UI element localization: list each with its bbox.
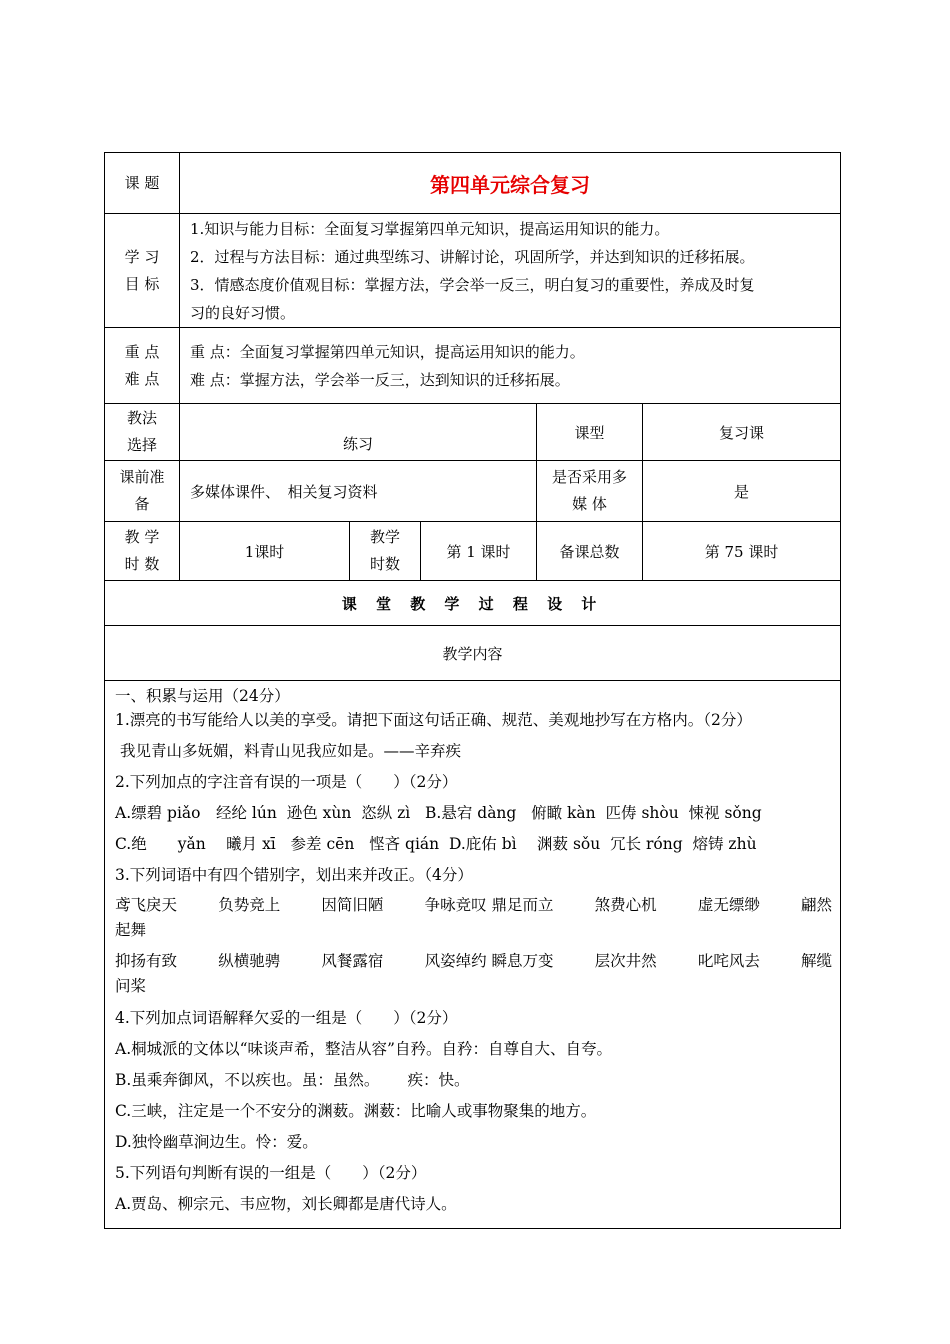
- word-item: 虚无缥缈: [697, 896, 760, 914]
- key-points-row: [105, 328, 841, 404]
- total-lessons-value: 第 75 课时: [643, 522, 841, 581]
- question-3: 3.下列词语中有四个错别字，划出来并改正。（4分）: [115, 866, 473, 884]
- question-5: 5.下列语句判断有误的一组是（ ）（2分）: [115, 1164, 427, 1182]
- word-item: 抑扬有致: [115, 952, 178, 970]
- lesson-plan-table: [104, 152, 841, 1229]
- media-value: 是: [643, 461, 841, 522]
- word-item: 风姿绰约 瞬息万变: [424, 952, 554, 970]
- question-4-option-a: A.桐城派的文体以“味谈声希，整洁从容”自矜。自矜：自尊自大、自夸。: [115, 1040, 612, 1058]
- hours2-label: 教学 时数: [350, 522, 421, 581]
- question-5-option-a: A.贾岛、柳宗元、韦应物，刘长卿都是唐代诗人。: [115, 1195, 457, 1213]
- question-4-option-d: D.独怜幽草涧边生。怜：爱。: [115, 1133, 318, 1151]
- section-title: 一、积累与运用（24分）: [115, 687, 290, 705]
- question-2-options-ab: A.缥碧 piǎo 经纶 lún 逊色 xùn 恣纵 zì B.悬宕 dàng 俯瞰 kàn 匹俦 shòu 悚视 sǒng: [115, 804, 762, 822]
- word-item: 煞费心机: [594, 896, 657, 914]
- topic-row: [105, 153, 841, 214]
- word-wrap: 问桨: [115, 977, 147, 995]
- lesson-title: 第四单元综合复习: [180, 153, 841, 214]
- difficult-point: 难 点：掌握方法，学会举一反三，达到知识的迁移拓展。: [190, 370, 570, 389]
- total-lessons-label: 备课总数: [537, 522, 643, 581]
- process-heading-row: [105, 581, 841, 626]
- content-cell: [105, 681, 841, 1229]
- goal-item: 3．情感态度价值观目标：掌握方法，学会举一反三，明白复习的重要性，养成及时复: [190, 275, 755, 294]
- media-label: 是否采用多 媒 体: [537, 461, 643, 522]
- question-4-option-c: C.三峡，注定是一个不安分的渊薮。渊薮：比喻人或事物聚集的地方。: [115, 1102, 597, 1120]
- word-item: 因简旧陋: [321, 896, 384, 914]
- word-item: 鸢飞戾天: [115, 896, 178, 914]
- goals-label: 学 习 目 标: [105, 214, 180, 328]
- question-1: 1.漂亮的书写能给人以美的享受。请把下面这句话正确、规范、美观地抄写在方格内。（2分）: [115, 711, 752, 729]
- method-value: 练习: [180, 404, 537, 461]
- method-row: [105, 404, 841, 461]
- content-row: [105, 681, 841, 1229]
- hours-row: [105, 522, 841, 581]
- hours-value: 1课时: [180, 522, 350, 581]
- method-label: 教法 选择: [105, 404, 180, 461]
- word-item: 纵横驰骋: [218, 952, 281, 970]
- hours2-value: 第 1 课时: [421, 522, 537, 581]
- prep-label: 课前准 备: [105, 461, 180, 522]
- topic-label: 课 题: [105, 153, 180, 214]
- content-heading-row: [105, 626, 841, 681]
- question-3-words-row-2: [115, 947, 832, 975]
- key-points-cell: [180, 328, 841, 404]
- goals-cell: [180, 214, 841, 328]
- word-wrap: 起舞: [115, 921, 147, 939]
- question-1-quote: 我见青山多妩媚，料青山见我应如是。——辛弃疾: [115, 742, 461, 760]
- question-4-option-b: B.虽乘奔御风，不以疾也。虽：虽然。 疾：快。: [115, 1071, 470, 1089]
- word-item: 争咏竞叹 鼎足而立: [424, 896, 554, 914]
- word-item: 叱咤风去: [697, 952, 760, 970]
- process-heading: 课 堂 教 学 过 程 设 计: [105, 581, 841, 626]
- word-item: 解缆: [801, 952, 833, 970]
- question-3-words-row-1: [115, 891, 832, 919]
- lesson-type-value: 复习课: [643, 404, 841, 461]
- goal-item: 1.知识与能力目标：全面复习掌握第四单元知识，提高运用知识的能力。: [190, 219, 670, 238]
- word-item: 负势竞上: [218, 896, 281, 914]
- word-item: 翩然: [801, 896, 833, 914]
- goals-row: [105, 214, 841, 328]
- question-2: 2.下列加点的字注音有误的一项是（ ）（2分）: [115, 773, 458, 791]
- prep-row: [105, 461, 841, 522]
- question-4: 4.下列加点词语解释欠妥的一组是（ ）（2分）: [115, 1009, 458, 1027]
- word-item: 风餐露宿: [321, 952, 384, 970]
- hours-label: 教 学 时 数: [105, 522, 180, 581]
- lesson-plan-page: [104, 152, 840, 1229]
- content-heading: 教学内容: [105, 626, 841, 681]
- key-point: 重 点：全面复习掌握第四单元知识，提高运用知识的能力。: [190, 342, 585, 361]
- question-2-options-cd: C.绝 yǎn 曦月 xī 参差 cēn 悭吝 qián D.庇佑 bì 渊薮 sǒu 冗长 róng 熔铸 zhù: [115, 835, 757, 853]
- lesson-type-label: 课型: [537, 404, 643, 461]
- key-points-label: 重 点 难 点: [105, 328, 180, 404]
- goal-item: 2．过程与方法目标：通过典型练习、讲解讨论，巩固所学，并达到知识的迁移拓展。: [190, 247, 755, 266]
- word-item: 层次井然: [594, 952, 657, 970]
- prep-value: 多媒体课件、 相关复习资料: [180, 461, 537, 522]
- goal-item: 习的良好习惯。: [190, 303, 296, 322]
